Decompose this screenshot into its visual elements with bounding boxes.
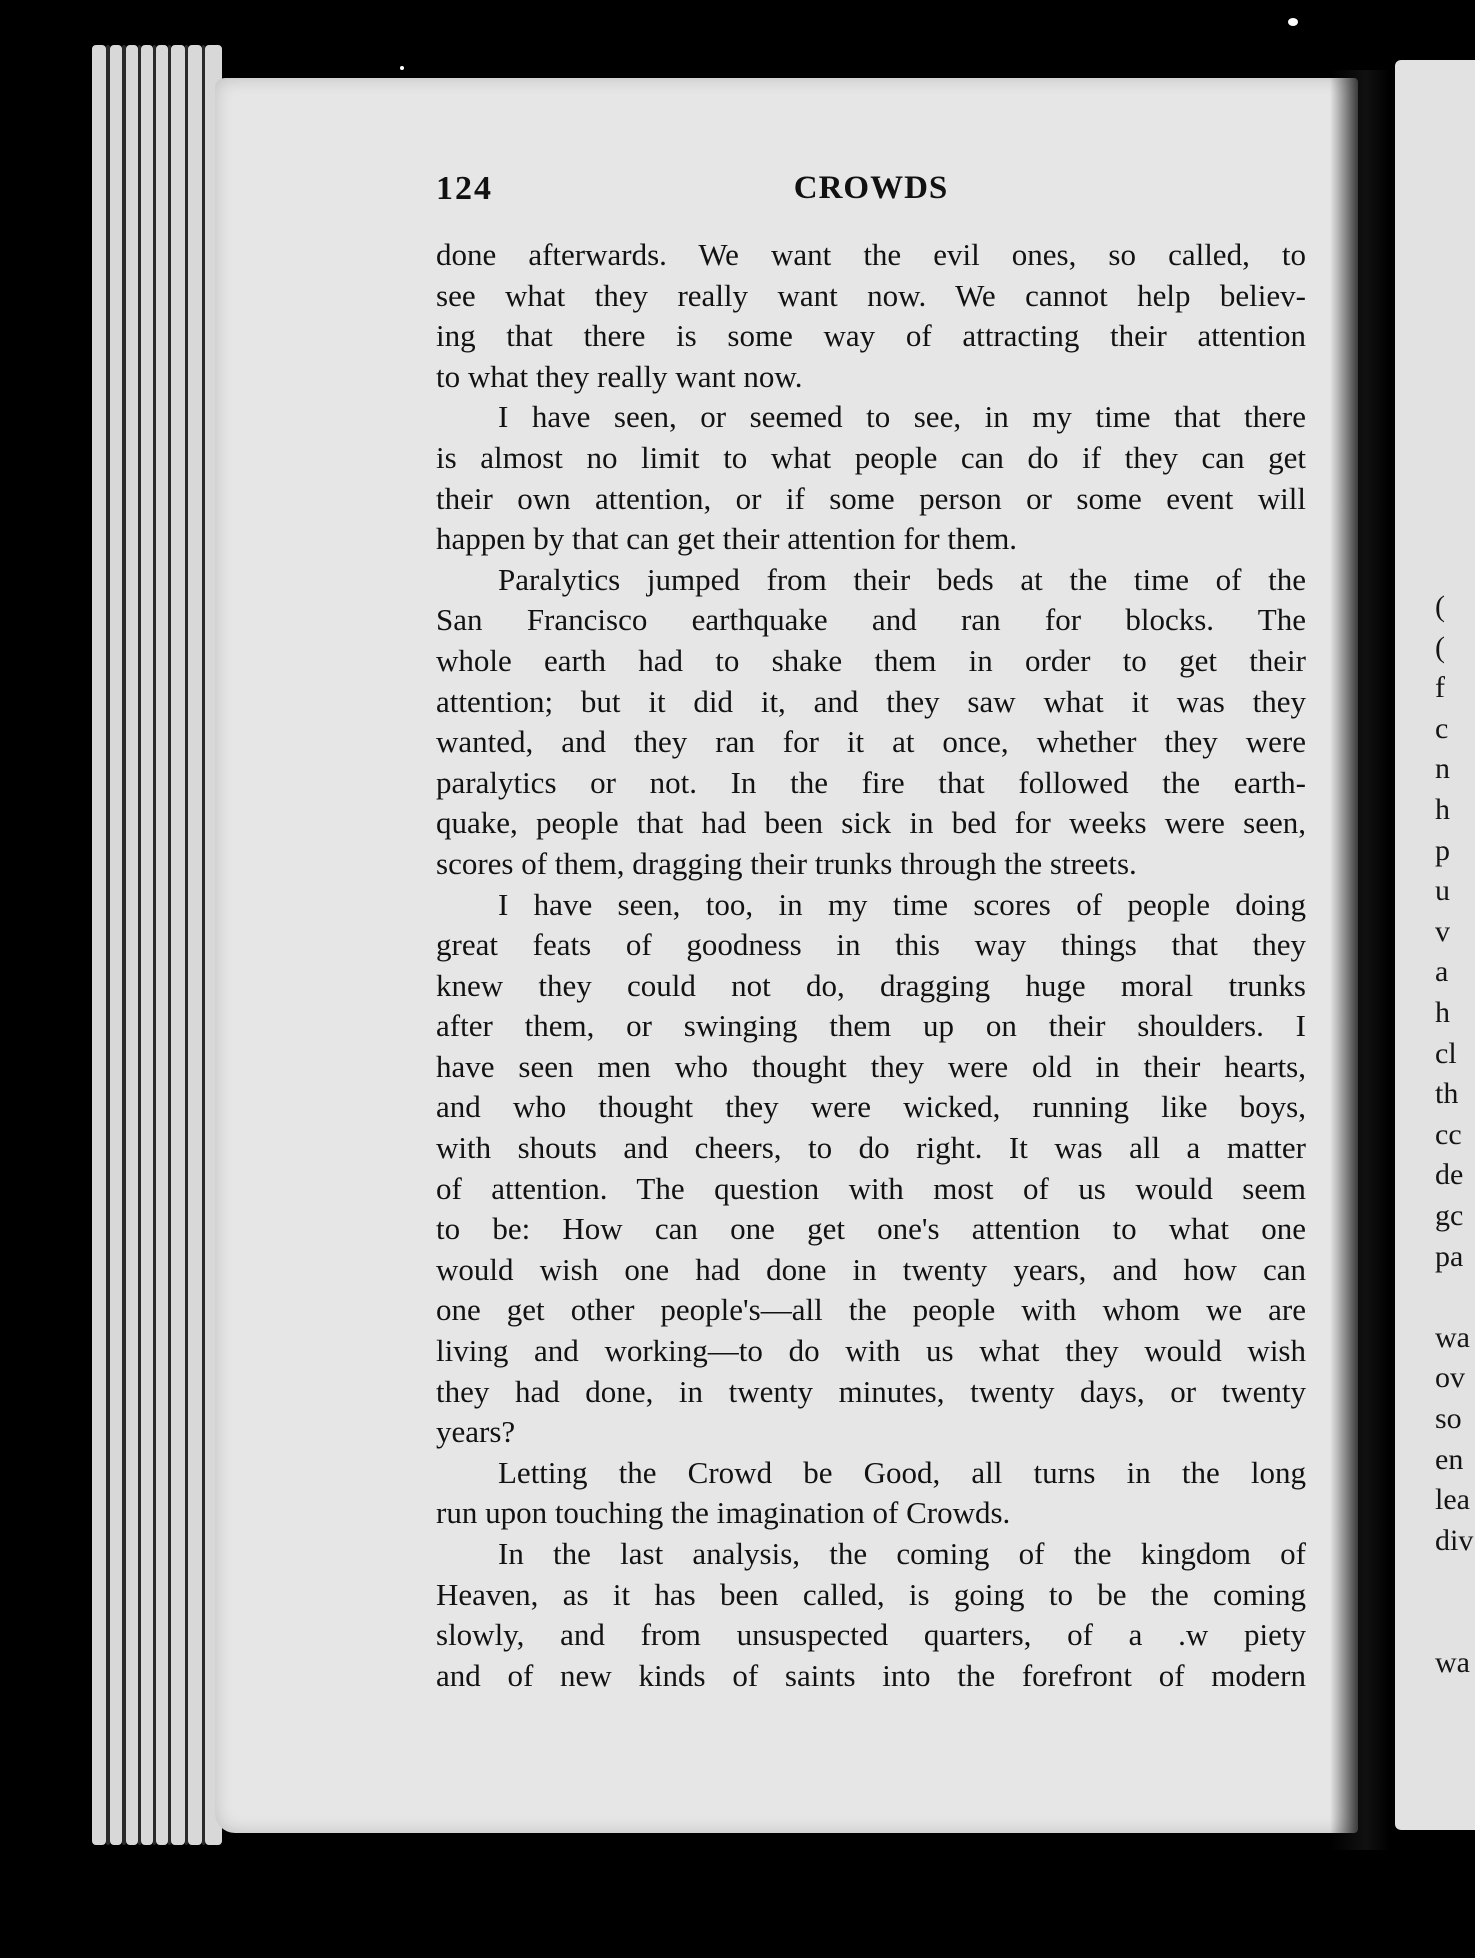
text-line: is almost no limit to what people can do if they can get: [436, 439, 1306, 475]
facing-page: [1395, 60, 1475, 1830]
text-line: Letting the Crowd be Good, all turns in the long: [498, 1454, 1306, 1490]
facing-page-fragment: div: [1435, 1523, 1474, 1557]
text-line: whole earth had to shake them in order to get their: [436, 642, 1306, 678]
text-line: their own attention, or if some person or some event will: [436, 480, 1306, 516]
page-header: [436, 170, 1306, 214]
text-line: would wish one had done in twenty years, and how can: [436, 1251, 1306, 1287]
text-line: done afterwards. We want the evil ones, so called, to: [436, 237, 1306, 272]
facing-page-fragment: cc: [1435, 1117, 1462, 1151]
text-line: and of new kinds of saints into the forefront of modern: [436, 1657, 1306, 1693]
text-line: scores of them, dragging their trunks through the streets.: [436, 845, 1137, 881]
facing-page-text: [1395, 60, 1475, 1830]
facing-page-fragment: lea: [1435, 1483, 1470, 1517]
text-line: I have seen, too, in my time scores of people doing: [498, 886, 1306, 922]
page-edges: [92, 45, 222, 1845]
body-text: [436, 235, 1306, 1696]
text-line: years?: [436, 1414, 516, 1450]
text-line: In the last analysis, the coming of the kingdom of: [498, 1536, 1306, 1571]
text-line: and who thought they were wicked, running like boys,: [436, 1089, 1306, 1125]
facing-page-fragment: cl: [1435, 1036, 1457, 1070]
text-line: I have seen, or seemed to see, in my time that there: [498, 399, 1306, 435]
facing-page-fragment: th: [1435, 1077, 1459, 1111]
text-line: attention; but it did it, and they saw what it was they: [436, 683, 1306, 719]
text-line: paralytics or not. In the fire that followed the earth-: [436, 764, 1306, 800]
text-line: Paralytics jumped from their beds at the time of the: [498, 561, 1306, 597]
text-line: Heaven, as it has been called, is going to be the coming: [436, 1576, 1306, 1612]
page-gutter-shadow: [1330, 70, 1390, 1850]
text-line: great feats of goodness in this way things that they: [436, 927, 1306, 963]
text-line: happen by that can get their attention for them.: [436, 521, 1018, 557]
text-line: after them, or swinging them up on their shoulders. I: [436, 1008, 1306, 1044]
text-line: run upon touching the imagination of Crowds.: [436, 1495, 1011, 1531]
facing-page-fragment: en: [1435, 1442, 1464, 1476]
facing-page-fragment: so: [1435, 1402, 1462, 1435]
facing-page-fragment: pa: [1435, 1239, 1464, 1273]
facing-page-fragment: gc: [1435, 1199, 1464, 1232]
text-line: have seen men who thought they were old in their hearts,: [436, 1048, 1306, 1084]
scan-speck: [400, 66, 404, 70]
facing-page-fragment: (: [1435, 590, 1445, 623]
text-line: quake, people that had been sick in bed for weeks were seen,: [436, 805, 1306, 841]
scan-speck: [1288, 18, 1298, 26]
text-line: one get other people's—all the people with whom we are: [436, 1292, 1306, 1328]
text-line: knew they could not do, dragging huge moral trunks: [436, 967, 1306, 1003]
text-line: to be: How can one get one's attention to what one: [436, 1211, 1306, 1247]
facing-page-fragment: c: [1435, 711, 1449, 745]
facing-page-fragment: a: [1435, 955, 1449, 989]
text-line: with shouts and cheers, to do right. It was all a matter: [436, 1130, 1306, 1166]
text-line: ing that there is some way of attracting their attention: [436, 318, 1306, 354]
text-line: slowly, and from unsuspected quarters, of a .w piety: [436, 1617, 1306, 1653]
facing-page-fragment: p: [1435, 833, 1450, 867]
text-line: of attention. The question with most of us would seem: [436, 1170, 1306, 1206]
page-number: 124: [436, 170, 493, 207]
facing-page-fragment: (: [1435, 630, 1445, 664]
facing-page-fragment: h: [1435, 996, 1450, 1029]
facing-page-fragment: h: [1435, 793, 1450, 826]
facing-page-fragment: de: [1435, 1158, 1464, 1192]
facing-page-fragment: v: [1435, 914, 1450, 948]
facing-page-fragment: f: [1435, 671, 1445, 705]
text-line: to what they really want now.: [436, 358, 803, 394]
text-line: living and working—to do with us what they would wish: [436, 1333, 1306, 1369]
text-line: San Francisco earthquake and ran for blocks. The: [436, 602, 1306, 638]
text-line: see what they really want now. We cannot help believ-: [436, 277, 1306, 313]
facing-page-fragment: wa: [1435, 1645, 1470, 1679]
facing-page-fragment: u: [1435, 874, 1450, 908]
facing-page-fragment: wa: [1435, 1320, 1470, 1354]
text-line: wanted, and they ran for it at once, whether they were: [436, 724, 1306, 760]
facing-page-fragment: n: [1435, 752, 1450, 786]
running-head: CROWDS: [793, 170, 949, 206]
text-line: they had done, in twenty minutes, twenty days, or twenty: [436, 1373, 1306, 1409]
facing-page-fragment: ov: [1435, 1361, 1465, 1395]
